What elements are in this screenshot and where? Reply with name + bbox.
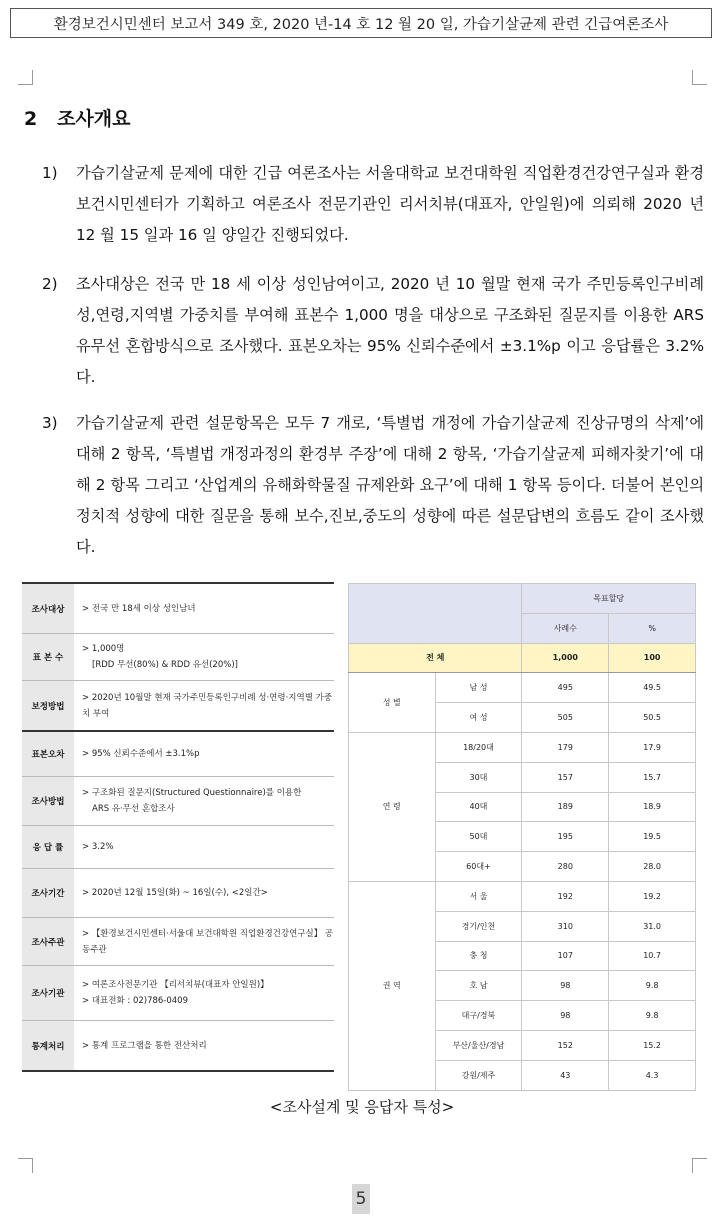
paragraph-text: 가습기살균제 관련 설문항목은 모두 7 개로, ‘특별법 개정에 가습기살균제 진상규명의 삭제’에 대해 2 항목, ‘특별법 개정과정의 환경부 주장’에 대해 2 항목, ‘가습기살균제 피해자찾기’에 대해 2 항목 그리고 ‘산업계의 유해화학물질 규제완화 요구’에 대해 1 항목 등이다. 더불어 본인의 정치적 성향에 대한 질문을 통해 보수,진보,중도의 성향에 따른 설문답변의 흐름도 같이 조사했다. xyxy=(76,414,704,556)
design-row-value xyxy=(74,918,334,965)
design-row-label: 보정방법 xyxy=(22,681,74,730)
design-row xyxy=(22,966,334,1021)
survey-design-table xyxy=(22,582,334,1072)
quota-row-pct: 9.8 xyxy=(609,1001,696,1031)
quota-row-count: 157 xyxy=(522,762,609,792)
quota-total-pct: 100 xyxy=(609,643,696,673)
design-row-value xyxy=(74,634,334,680)
design-row-label: 응 답 률 xyxy=(22,826,74,868)
design-value-line: > 통계 프로그램을 통한 전산처리 xyxy=(82,1038,334,1054)
quota-row-count: 192 xyxy=(522,881,609,911)
quota-row-label: 50대 xyxy=(435,822,522,852)
quota-row-pct: 17.9 xyxy=(609,732,696,762)
design-value-line: > 구조화된 질문지(Structured Questionnaire)를 이용한 xyxy=(82,785,334,801)
quota-group-label: 권 역 xyxy=(349,881,436,1090)
quota-row xyxy=(349,673,696,703)
quota-total-count: 1,000 xyxy=(522,643,609,673)
paragraph-3 xyxy=(42,408,704,563)
design-row-value xyxy=(74,681,334,730)
quota-row-label: 대구/경북 xyxy=(435,1001,522,1031)
quota-row-label: 호 남 xyxy=(435,971,522,1001)
section-title: 2 조사개요 xyxy=(24,108,131,130)
design-row-label: 표 본 수 xyxy=(22,634,74,680)
design-row-value xyxy=(74,732,334,776)
paragraph-number: 1) xyxy=(42,164,58,182)
paragraph-1 xyxy=(42,158,704,251)
quota-row-label: 서 울 xyxy=(435,881,522,911)
quota-row-pct: 9.8 xyxy=(609,971,696,1001)
quota-row xyxy=(349,881,696,911)
quota-group-label: 성 별 xyxy=(349,673,436,733)
design-row xyxy=(22,1021,334,1070)
quota-row-label: 여 성 xyxy=(435,703,522,733)
design-row-label: 통계처리 xyxy=(22,1021,74,1070)
quota-row-count: 98 xyxy=(522,1001,609,1031)
quota-row-pct: 31.0 xyxy=(609,911,696,941)
design-row-value xyxy=(74,584,334,633)
quota-row-label: 경기/인천 xyxy=(435,911,522,941)
quota-row-count: 107 xyxy=(522,941,609,971)
corner-mark-top-left xyxy=(18,70,33,85)
quota-row xyxy=(349,732,696,762)
quota-row-label: 강원/제주 xyxy=(435,1060,522,1090)
quota-row-label: 부산/울산/경남 xyxy=(435,1030,522,1060)
page-number: 5 xyxy=(352,1184,370,1214)
design-value-subline: [RDD 무선(80%) & RDD 유선(20%)] xyxy=(92,660,238,670)
quota-row-pct: 4.3 xyxy=(609,1060,696,1090)
design-row xyxy=(22,634,334,681)
quota-row-pct: 49.5 xyxy=(609,673,696,703)
corner-mark-bottom-right xyxy=(692,1158,707,1173)
paragraph-text: 가습기살균제 문제에 대한 긴급 여론조사는 서울대학교 보건대학원 직업환경건강연구실과 환경보건시민센터가 기획하고 여론조사 전문기관인 리서치뷰(대표자, 안일원)에 의뢰해 2020 년 12 월 15 일과 16 일 양일간 진행되었다. xyxy=(76,164,704,244)
quota-allocation-table xyxy=(348,583,696,1091)
quota-row-label: 18/20대 xyxy=(435,732,522,762)
design-value-line: > 2020년 10월말 현재 국가주민등록인구비례 성·연령·지역별 가중치 부여 xyxy=(82,690,334,722)
quota-row-label: 충 청 xyxy=(435,941,522,971)
quota-row-count: 310 xyxy=(522,911,609,941)
design-row xyxy=(22,826,334,869)
quota-row-count: 495 xyxy=(522,673,609,703)
quota-row-label: 남 성 xyxy=(435,673,522,703)
design-row-label: 조사기관 xyxy=(22,966,74,1020)
quota-total-label: 전 체 xyxy=(349,643,522,673)
design-row-label: 조사기간 xyxy=(22,869,74,917)
paragraph-number: 2) xyxy=(42,275,58,293)
paragraph-text: 조사대상은 전국 만 18 세 이상 성인남여이고, 2020 년 10 월말 현재 국가 주민등록인구비례 성,연령,지역별 가중치를 부여해 표본수 1,000 명을 대상으로 구조화된 질문지를 이용한 ARS 유무선 혼합방식으로 조사했다. 표본오차는 95% 신뢰수준에서 ±3.1%p 이고 응답률은 3.2%다. xyxy=(76,275,704,386)
quota-row-count: 195 xyxy=(522,822,609,852)
quota-row-count: 98 xyxy=(522,971,609,1001)
quota-group-label: 연 령 xyxy=(349,732,436,881)
design-row-value xyxy=(74,777,334,825)
design-value-line: > 【환경보건시민센터·서울대 보건대학원 직업환경건강연구실】 공동주관 xyxy=(82,926,334,958)
quota-row-label: 30대 xyxy=(435,762,522,792)
quota-row-count: 43 xyxy=(522,1060,609,1090)
design-row xyxy=(22,732,334,777)
quota-row-pct: 15.7 xyxy=(609,762,696,792)
quota-row-count: 189 xyxy=(522,792,609,822)
quota-row-pct: 18.9 xyxy=(609,792,696,822)
quota-row-count: 152 xyxy=(522,1030,609,1060)
design-row-label: 조사주관 xyxy=(22,918,74,965)
quota-row-pct: 50.5 xyxy=(609,703,696,733)
quota-row-pct: 19.5 xyxy=(609,822,696,852)
quota-row-label: 40대 xyxy=(435,792,522,822)
paragraph-number: 3) xyxy=(42,414,58,432)
design-value-line: > 여론조사전문기관 【리서치뷰(대표자 안일원)】 xyxy=(82,977,334,993)
design-value-line: > 전국 만 18세 이상 성인남녀 xyxy=(82,601,334,617)
design-row-value xyxy=(74,1021,334,1070)
design-value-line: > 1,000명 xyxy=(82,641,334,657)
design-row xyxy=(22,918,334,966)
design-value-line: > 95% 신뢰수준에서 ±3.1%p xyxy=(82,746,334,762)
design-row-value xyxy=(74,826,334,868)
design-row xyxy=(22,584,334,634)
quota-header-top: 목표할당 xyxy=(522,584,696,614)
quota-row-label: 60대+ xyxy=(435,852,522,882)
quota-row-pct: 19.2 xyxy=(609,881,696,911)
design-row-label: 표본오차 xyxy=(22,732,74,776)
report-header: 환경보건시민센터 보고서 349 호, 2020 년-14 호 12 월 20 일, 가습기살균제 관련 긴급여론조사 xyxy=(10,8,712,38)
design-value-subline: ARS 유·무선 혼합조사 xyxy=(92,804,175,814)
design-row-label: 조사대상 xyxy=(22,584,74,633)
paragraph-2 xyxy=(42,269,704,393)
design-value-line: > 3.2% xyxy=(82,839,334,855)
design-row xyxy=(22,777,334,826)
design-row-label: 조사방법 xyxy=(22,777,74,825)
quota-row-pct: 28.0 xyxy=(609,852,696,882)
quota-row-pct: 15.2 xyxy=(609,1030,696,1060)
quota-header-count: 사례수 xyxy=(522,613,609,643)
design-row xyxy=(22,869,334,918)
quota-corner-cell xyxy=(349,584,522,644)
design-row xyxy=(22,681,334,732)
quota-header-pct: % xyxy=(609,613,696,643)
quota-row-count: 505 xyxy=(522,703,609,733)
corner-mark-bottom-left xyxy=(18,1158,33,1173)
quota-row-pct: 10.7 xyxy=(609,941,696,971)
design-row-value xyxy=(74,869,334,917)
quota-row-count: 280 xyxy=(522,852,609,882)
figure-caption: <조사설계 및 응답자 특성> xyxy=(269,1098,455,1116)
corner-mark-top-right xyxy=(692,70,707,85)
design-row-value xyxy=(74,966,334,1020)
design-value-line: > 2020년 12월 15일(화) ~ 16일(수), <2일간> xyxy=(82,885,334,901)
quota-row-count: 179 xyxy=(522,732,609,762)
design-value-line: > 대표전화 : 02)786-0409 xyxy=(82,993,334,1009)
